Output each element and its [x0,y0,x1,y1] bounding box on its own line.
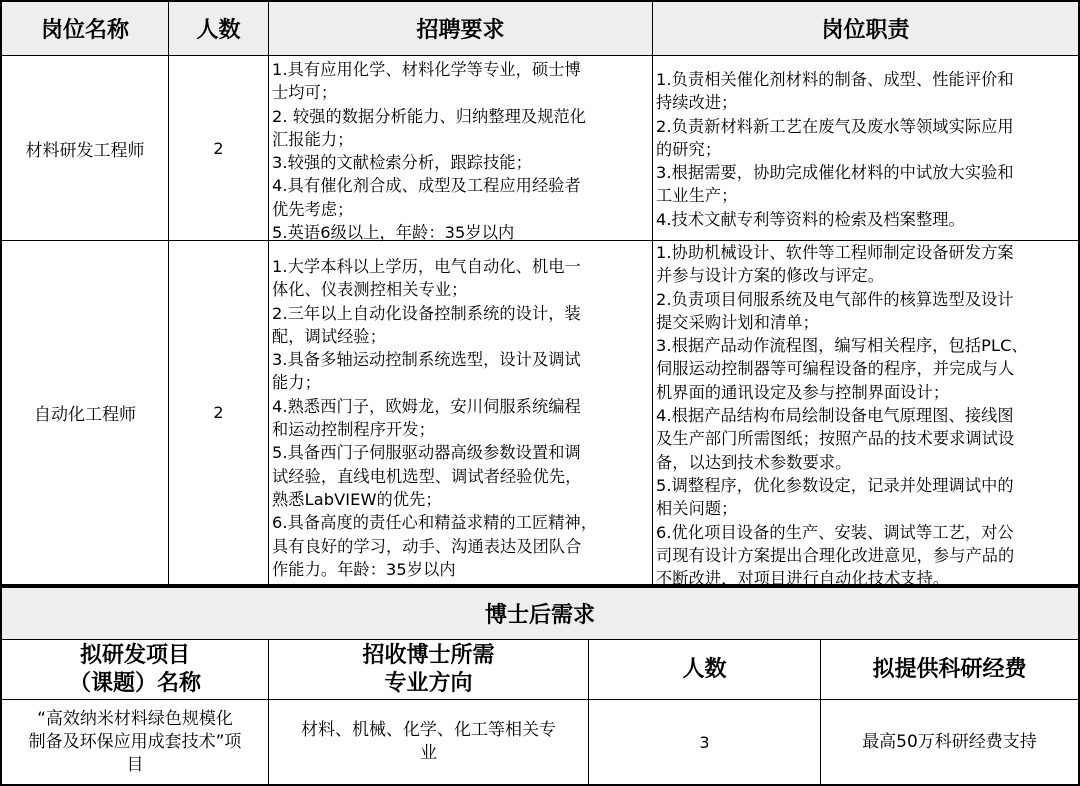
postdoc-count: 3 [699,732,710,752]
postdoc-header-major: 招收博士所需 专业方向 [362,642,495,696]
postdoc-major: 材料、机械、化学、化工等相关专 业 [301,720,556,763]
row2-count: 2 [213,403,224,422]
postdoc-header-funding: 拟提供科研经费 [872,656,1027,682]
header-requirements: 招聘要求 [269,2,652,55]
postdoc-header-project: 拟研发项目 （课题）名称 [68,642,201,696]
header-position: 岗位名称 [2,2,168,55]
row1-position: 材料研发工程师 [25,140,145,161]
postdoc-project: “高效纳米材料绿色规模化 制备及环保应用成套技术”项 目 [28,708,242,775]
header-count: 人数 [169,2,268,55]
row2-requirements: 1.大学本科以上学历，电气自动化、机电一 体化、仪表测控相关专业； 2.三年以上自动化设备控制系统的设计，装 配，调试经验； 3.具备多轴运动控制系统选型，设计及调试 能力； 4.熟悉西门子，欧姆龙，安川伺服系统编程 和运动控制程序开发； 5.具备西门子伺服驱动器高级参数设置和调 试经验，直线电机选型、调试者经验优先， 熟悉LabVIEW的优先； 6.具备高度的责任心和精益求精的工匠精神， 具有良好的学习，动手、沟通表达及团队合 作能力。年龄：35岁以内 [272,257,598,579]
row2-duties: 1.协助机械设计、软件等工程师制定设备研发方案 并参与设计方案的修改与评定。 2.负责项目伺服系统及电气部件的核算选型及设计 提交采购计划和清单； 3.根据产品动作流程图，编写相关程序，包括PLC、 伺服运动控制器等可编程设备的程序，并完成与人 机界面的通讯设定及参与控制界面设计； 4.根据产品结构布局绘制设备电气原理图、接线图 及生产部门所需图纸；按照产品的技术要求调试设 备，以达到技术参数要求。 5.调整程序，优化参数设定，记录并处理调试中的 相关问题； 6.优化项目设备的生产、安装、调试等工艺，对公 司现有设计方案提出合理化改进意见，参与产品的 不断改进，对项目进行自动化技术支持。 [656,243,1028,589]
postdoc-funding: 最高50万科研经费支持 [862,731,1037,752]
row1-requirements: 1.具有应用化学、材料化学等专业，硕士博 士均可； 2. 较强的数据分析能力、归纳整理及规范化 汇报能力； 3.较强的文献检索分析，跟踪技能； 4.具有催化剂合成、成型及工程应用经验者 优先考虑； 5.英语6级以上，年龄：35岁以内 [272,60,587,243]
row2-position: 自动化工程师 [34,405,136,425]
postdoc-header-count: 人数 [682,656,727,682]
header-duties: 岗位职责 [653,2,1078,55]
row1-count: 2 [213,138,224,158]
postdoc-title: 博士后需求 [2,588,1078,639]
row1-duties: 1.负责相关催化剂材料的制备、成型、性能评价和 持续改进； 2.负责新材料新工艺在废气及废水等领域实际应用 的研究； 3.根据需要，协助完成催化材料的中试放大实验和 工业生产； 4.技术文献专利等资料的检索及档案整理。 [656,70,1014,229]
